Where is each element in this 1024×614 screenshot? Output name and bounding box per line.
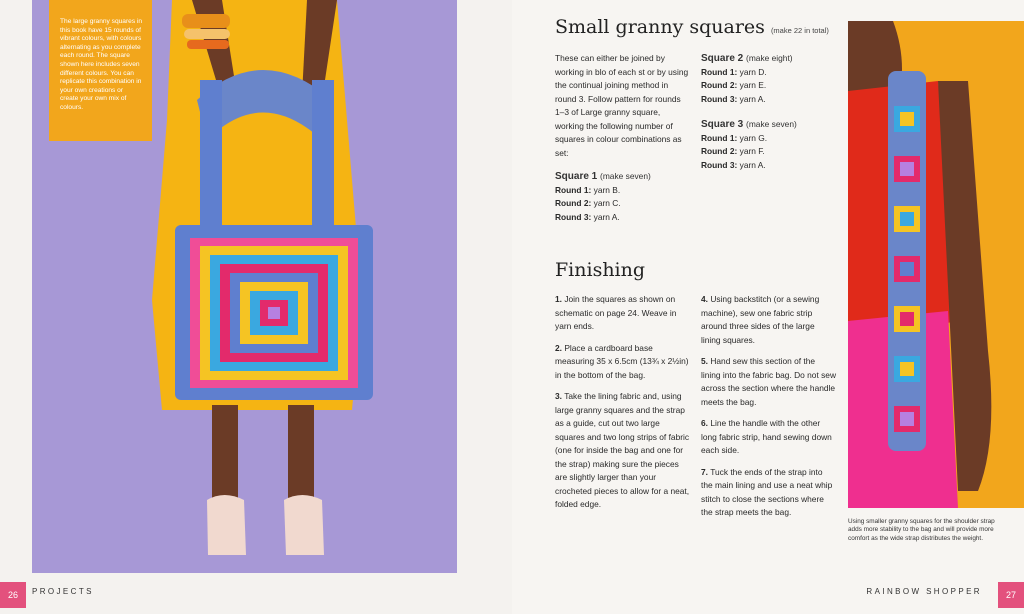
square-title: Square 2 (make eight) xyxy=(701,53,793,64)
finishing-column-right xyxy=(701,293,836,528)
round-line: Round 2: yarn F. xyxy=(701,146,765,156)
square-1-block xyxy=(555,170,690,224)
finishing-step: 2. Place a cardboard base measuring 35 x 6.5cm (13¾ x 2½in) in the bottom of the bag. xyxy=(555,342,689,380)
caption-box xyxy=(49,0,152,141)
square-title: Square 1 (make seven) xyxy=(555,171,651,182)
small-squares-intro: These can either be joined by working in blo of each st or by using the continual joining method in round 3. Follow pattern for rounds 1–3 of Large granny square, working the following number of squares in colour combinations as set: xyxy=(555,53,689,158)
footer-section-label: PROJECTS xyxy=(32,587,94,596)
heading-text: Small granny squares xyxy=(555,16,765,38)
right-text-column xyxy=(701,52,836,172)
strap-caption: Using smaller granny squares for the shoulder strap adds more stability to the bag and will provide more comfort as the wide strap distributes the weight. xyxy=(848,518,995,542)
round-line: Round 3: yarn A. xyxy=(701,93,766,104)
footer-project-title: RAINBOW SHOPPER xyxy=(866,587,982,596)
finishing-step: 7. Tuck the ends of the strap into the main lining and use a neat whip stitch to close the sections where the strap meets the bag. xyxy=(701,466,833,517)
page-number-badge xyxy=(998,582,1024,608)
round-line: Round 3: yarn A. xyxy=(555,211,620,222)
round-line: Round 1: yarn G. xyxy=(701,132,768,143)
finishing-heading: Finishing xyxy=(555,259,646,281)
left-text-column xyxy=(555,52,690,224)
strap-photo xyxy=(848,21,1024,508)
finishing-step: 1. Join the squares as shown on schematic on page 24. Weave in yarn ends. xyxy=(555,294,677,331)
finishing-step: 4. Using backstitch (or a sewing machine), sew one fabric strip around three sides of the large lining squares. xyxy=(701,294,820,345)
heading-note: (make 22 in total) xyxy=(770,26,829,35)
small-squares-heading xyxy=(555,16,829,38)
finishing-step: 6. Line the handle with the other long fabric strip, hand sewing down each side. xyxy=(701,418,832,455)
square-3-block xyxy=(701,118,836,172)
square-2-block xyxy=(701,52,836,106)
finishing-column-left xyxy=(555,293,690,520)
finishing-step: 3. Take the lining fabric and, using large granny squares and the strap as a guide, cut out two large squares and two long strips of fabric (one for inside the bag and one for the strap) making sure the pieces are slightly larger than your crocheted pieces to allow for a neat, folded edge. xyxy=(555,391,690,509)
round-line: Round 2: yarn E. xyxy=(701,80,767,90)
round-line: Round 2: yarn C. xyxy=(555,198,621,208)
model-with-bag-strap-illustration xyxy=(848,21,1024,508)
page-number: 26 xyxy=(7,590,18,600)
round-line: Round 1: yarn D. xyxy=(701,66,767,77)
caption-text: The large granny squares in this book have 15 rounds of vibrant colours, with colours alternating as you complete each round. The square shown here includes seven different colours. You can replicate this combination in your own creations or create your own mix of colours. xyxy=(60,18,143,111)
square-title: Square 3 (make seven) xyxy=(701,119,797,130)
round-line: Round 1: yarn B. xyxy=(555,184,621,195)
finishing-step: 5. Hand sew this section of the lining into the fabric bag. Do not sew across the section where the handle meets the bag. xyxy=(701,356,837,407)
page-number: 27 xyxy=(1005,590,1016,600)
page-number-badge xyxy=(0,582,26,608)
round-line: Round 3: yarn A. xyxy=(701,159,766,170)
